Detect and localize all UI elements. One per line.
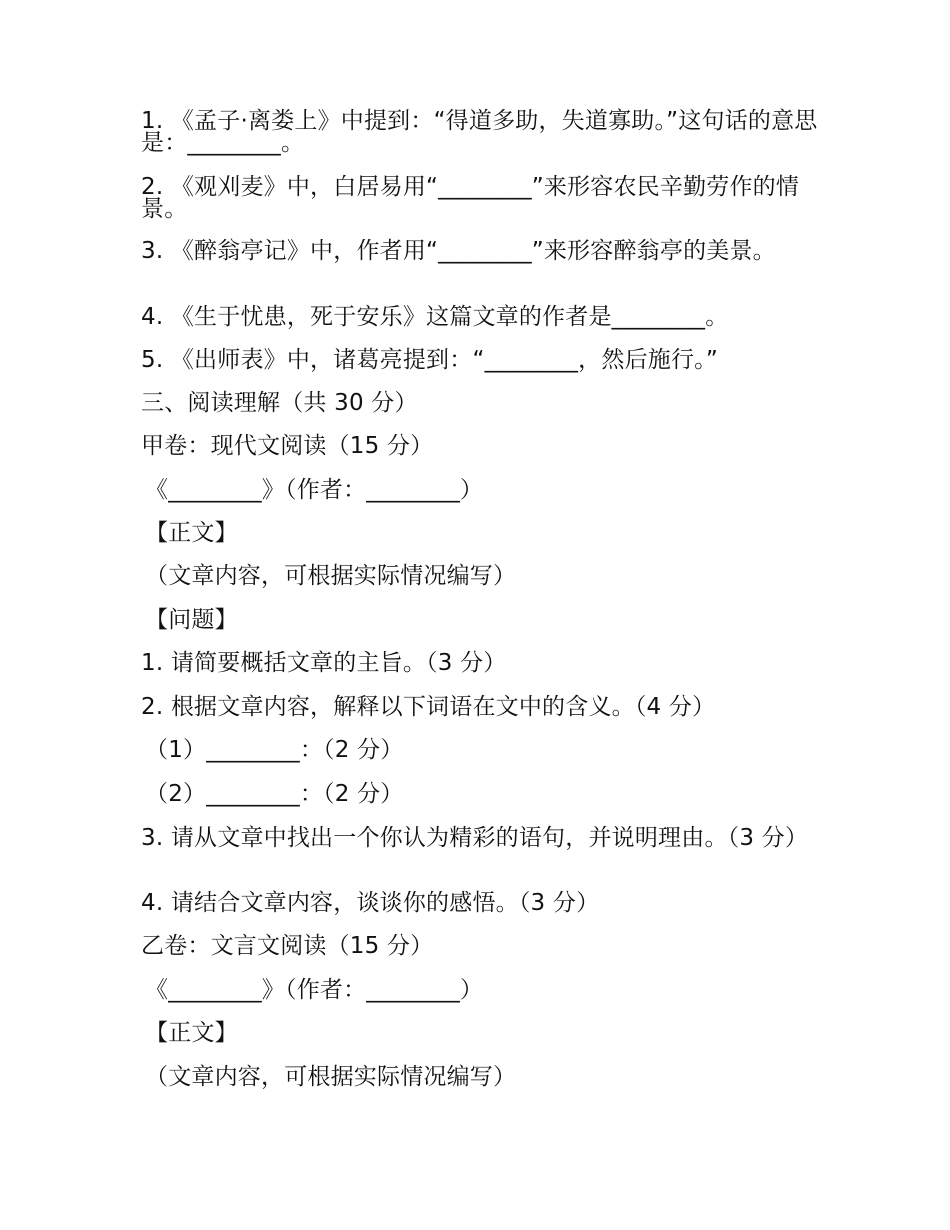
fill-blank-question-5: 5. 《出师表》中，诸葛亮提到：“________，然后施行。” [141, 347, 718, 373]
part-a-question-2-sub-1: （1）________：（2 分） [145, 737, 404, 763]
fill-blank-question-3: 3. 《醉翁亭记》中，作者用“________”来形容醉翁亭的美景。 [141, 238, 776, 264]
part-a-title-line: 《________》（作者：________） [145, 477, 484, 503]
part-a-question-4: 4. 请结合文章内容，谈谈你的感悟。（3 分） [141, 890, 600, 916]
part-a-question-3: 3. 请从文章中找出一个你认为精彩的语句，并说明理由。（3 分） [141, 825, 809, 851]
section-heading-reading: 三、阅读理解（共 30 分） [141, 390, 418, 416]
part-a-heading: 甲卷：现代文阅读（15 分） [141, 433, 434, 459]
part-a-question-2: 2. 根据文章内容，解释以下词语在文中的含义。（4 分） [141, 694, 716, 720]
part-a-question-label: 【问题】 [145, 607, 238, 633]
part-b-title-line: 《________》（作者：________） [145, 977, 484, 1003]
part-b-text-label: 【正文】 [145, 1020, 238, 1046]
part-a-text-label: 【正文】 [145, 520, 238, 546]
fill-blank-question-4: 4. 《生于忧患，死于安乐》这篇文章的作者是________。 [141, 304, 729, 330]
part-b-heading: 乙卷：文言文阅读（15 分） [141, 933, 434, 959]
part-a-text-placeholder: （文章内容，可根据实际情况编写） [145, 563, 517, 589]
fill-blank-question-1: 1. 《孟子·离娄上》中提到：“得道多助，失道寡助。”这句话的意思是：________。 [141, 108, 818, 156]
fill-blank-question-2: 2. 《观刈麦》中，白居易用“________”来形容农民辛勤劳作的情景。 [141, 174, 800, 222]
part-b-text-placeholder: （文章内容，可根据实际情况编写） [145, 1064, 517, 1090]
part-a-question-1: 1. 请简要概括文章的主旨。（3 分） [141, 650, 507, 676]
part-a-question-2-sub-2: （2）________：（2 分） [145, 781, 404, 807]
